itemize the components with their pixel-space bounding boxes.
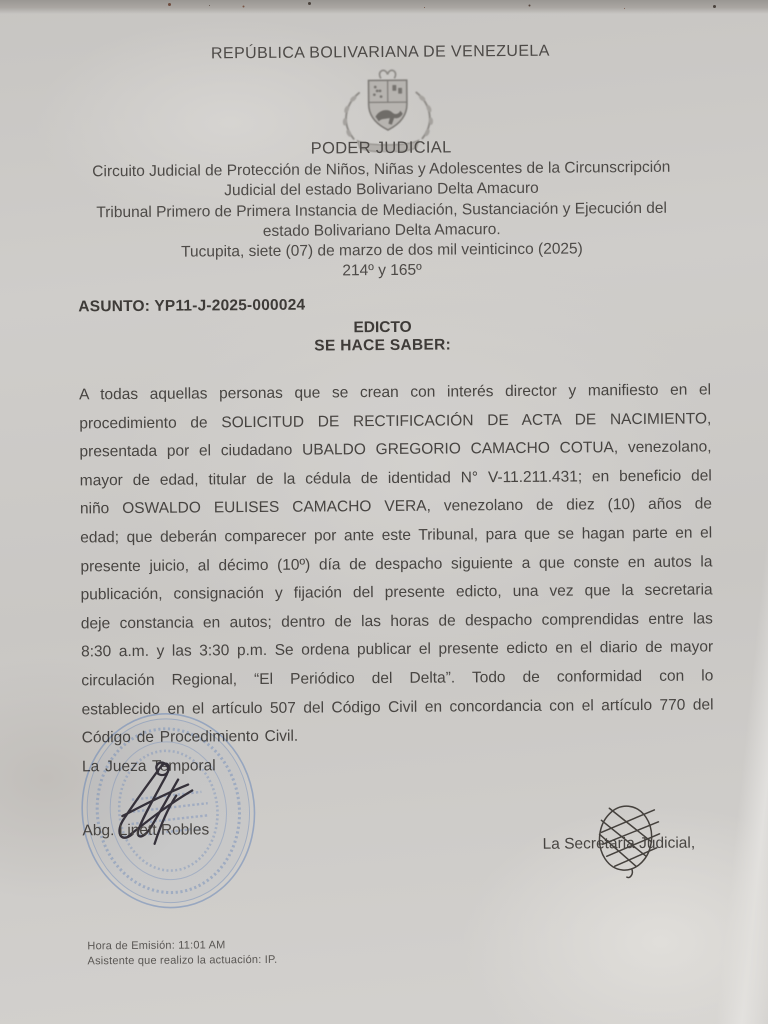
document-footer bbox=[87, 938, 277, 968]
tribunal-header bbox=[37, 157, 726, 284]
header-line: estado Bolivariano Delta Amacuro. bbox=[262, 220, 501, 240]
judge-title: La Jueza Temporal bbox=[81, 757, 216, 776]
date-line: Tucupita, siete (07) de marzo de dos mil veinticinco (2025) bbox=[180, 240, 583, 261]
body-line: establecido en el artículo 507 del Código Civil en concordancia con el artículo 770 del bbox=[81, 695, 714, 718]
republic-title: REPÚBLICA BOLIVARIANA DE VENEZUELA bbox=[210, 42, 550, 63]
body-line: mayor de edad, titular de la cédula de identidad N° V-11.211.431; en beneficio del bbox=[79, 467, 712, 490]
se-hace-saber-title: SE HACE SABER: bbox=[314, 336, 452, 355]
years-line: 214º y 165º bbox=[342, 262, 422, 280]
body-line: publicación, consignación y fijación del presente edicto, una vez que la secretaria bbox=[80, 581, 713, 604]
poder-judicial-title: PODER JUDICIAL bbox=[310, 138, 452, 158]
assistant-note: Asistente que realizo la actuación: IP. bbox=[87, 953, 278, 967]
header-line: Tribunal Primero de Primera Instancia de Mediación, Sustanciación y Ejecución del bbox=[96, 199, 667, 221]
body-line: presentada por el ciudadano UBALDO GREGORIO CAMACHO COTUA, venezolano, bbox=[79, 438, 712, 461]
body-line: 8:30 a.m. y las 3:30 p.m. Se ordena publicar el presente edicto en el diario de mayor bbox=[81, 638, 714, 661]
judge-name: Abg. Linett Robles bbox=[82, 821, 210, 840]
body-line: A todas aquellas personas que se crean con interés director y manifiesto en el bbox=[79, 381, 712, 404]
body-line: presente juicio, al décimo (10º) día de despacho siguiente a que conste en autos la bbox=[80, 552, 713, 575]
body-line: niño OSWALDO EULISES CAMACHO VERA, venezolano de diez (10) años de bbox=[79, 495, 713, 518]
secretary-title: La Secretaria Judicial, bbox=[542, 834, 696, 853]
edict-title: EDICTO bbox=[353, 318, 412, 337]
case-number: ASUNTO: YP11-J-2025-000024 bbox=[78, 296, 306, 316]
header-line: Judicial del estado Bolivariano Delta Amacuro bbox=[224, 180, 539, 200]
body-line: deje constancia en autos; dentro de las horas de despacho comprendidas entre las bbox=[80, 610, 713, 633]
body-line: Código de Procedimiento Civil. bbox=[81, 727, 299, 747]
header-line: Circuito Judicial de Protección de Niños, Niñas y Adolescentes de la Circunscripción bbox=[92, 158, 671, 181]
emission-time: Hora de Emisión: 11:01 AM bbox=[87, 939, 226, 953]
body-line: circulación Regional, “El Periódico del Delta”. Todo de conformidad con lo bbox=[81, 667, 714, 690]
body-line: edad; que deberán comparecer por ante este Tribunal, para que se hagan parte en el bbox=[80, 524, 713, 547]
body-line: procedimiento de SOLICITUD DE RECTIFICACIÓN DE ACTA DE NACIMIENTO, bbox=[79, 410, 712, 432]
